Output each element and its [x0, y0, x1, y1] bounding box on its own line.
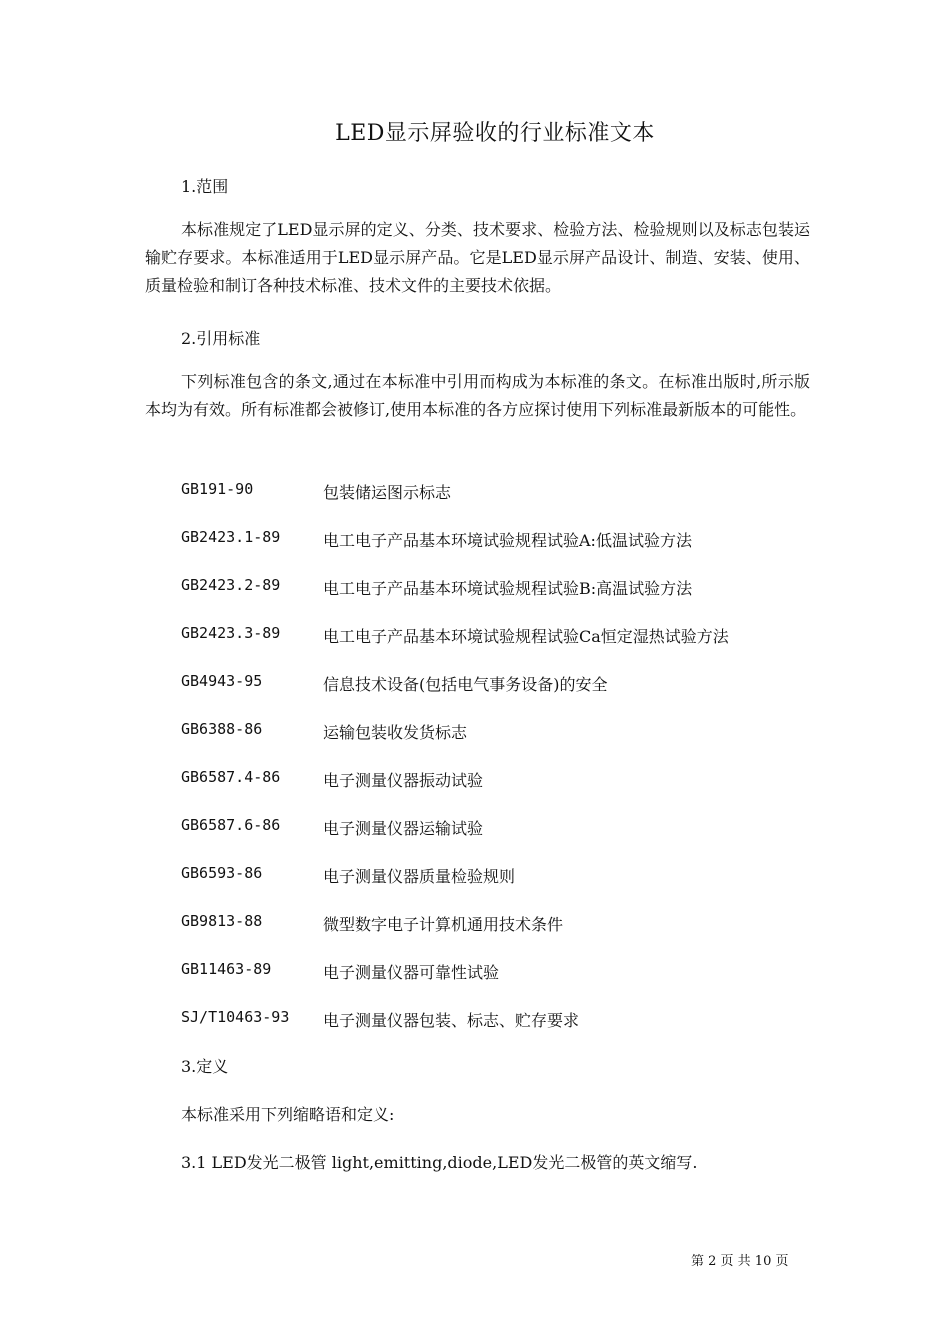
- reference-title: 包装储运图示标志: [323, 483, 452, 502]
- reference-code: GB9813-88: [181, 912, 263, 930]
- page-number: 第 2 页 共 10 页: [691, 1254, 789, 1269]
- reference-row: [181, 864, 515, 887]
- reference-row: [181, 960, 499, 983]
- section-2-paragraph: 下列标准包含的条文,通过在本标准中引用而构成为本标准的条文。在标准出版时,所示版本均为有效。所有标准都会被修订,使用本标准的各方应探讨使用下列标准最新版本的可能性。: [145, 372, 810, 419]
- reference-row: [181, 816, 483, 839]
- reference-row: [181, 672, 608, 695]
- reference-row: [181, 912, 563, 935]
- reference-code: GB2423.3-89: [181, 624, 281, 642]
- reference-code: SJ/T10463-93: [181, 1008, 290, 1026]
- reference-code: GB6587.4-86: [181, 768, 281, 786]
- reference-code: GB6593-86: [181, 864, 263, 882]
- reference-code: GB6388-86: [181, 720, 263, 738]
- reference-title: 电子测量仪器可靠性试验: [323, 963, 500, 982]
- reference-title: 电子测量仪器包装、标志、贮存要求: [323, 1011, 580, 1030]
- reference-title: 电子测量仪器运输试验: [323, 819, 484, 838]
- reference-title: 电子测量仪器质量检验规则: [323, 867, 516, 886]
- reference-row: [181, 1008, 579, 1031]
- reference-title: 电子测量仪器振动试验: [323, 771, 484, 790]
- reference-row: [181, 624, 729, 647]
- reference-title: 运输包装收发货标志: [323, 723, 468, 742]
- document-title: LED显示屏验收的行业标准文本: [335, 121, 655, 146]
- reference-row: [181, 768, 483, 791]
- reference-title: 电工电子产品基本环境试验规程试验A:低温试验方法: [323, 531, 692, 550]
- reference-code: GB6587.6-86: [181, 816, 281, 834]
- reference-row: [181, 720, 467, 743]
- reference-row: [181, 528, 692, 551]
- reference-title: 电工电子产品基本环境试验规程试验B:高温试验方法: [323, 579, 693, 598]
- reference-title: 电工电子产品基本环境试验规程试验Ca恒定湿热试验方法: [323, 627, 729, 646]
- reference-code: GB11463-89: [181, 960, 272, 978]
- section-1-heading: 1.范围: [181, 177, 229, 196]
- reference-code: GB2423.2-89: [181, 576, 281, 594]
- section-1-paragraph: 本标准规定了LED显示屏的定义、分类、技术要求、检验方法、检验规则以及标志包装运输贮存要求。本标准适用于LED显示屏产品。它是LED显示屏产品设计、制造、安装、使用、质量检验和制订各种技术标准、技术文件的主要技术依据。: [145, 220, 810, 295]
- reference-row: [181, 480, 451, 503]
- definition-item: 3.1 LED发光二极管 light,emitting,diode,LED发光二极管的英文缩写.: [181, 1153, 698, 1172]
- reference-code: GB4943-95: [181, 672, 263, 690]
- reference-title: 微型数字电子计算机通用技术条件: [323, 915, 564, 934]
- section-2-heading: 2.引用标准: [181, 329, 261, 348]
- reference-code: GB2423.1-89: [181, 528, 281, 546]
- reference-row: [181, 576, 692, 599]
- section-3-intro: 本标准采用下列缩略语和定义:: [181, 1105, 395, 1124]
- reference-code: GB191-90: [181, 480, 254, 498]
- reference-title: 信息技术设备(包括电气事务设备)的安全: [323, 675, 608, 694]
- section-3-heading: 3.定义: [181, 1057, 229, 1076]
